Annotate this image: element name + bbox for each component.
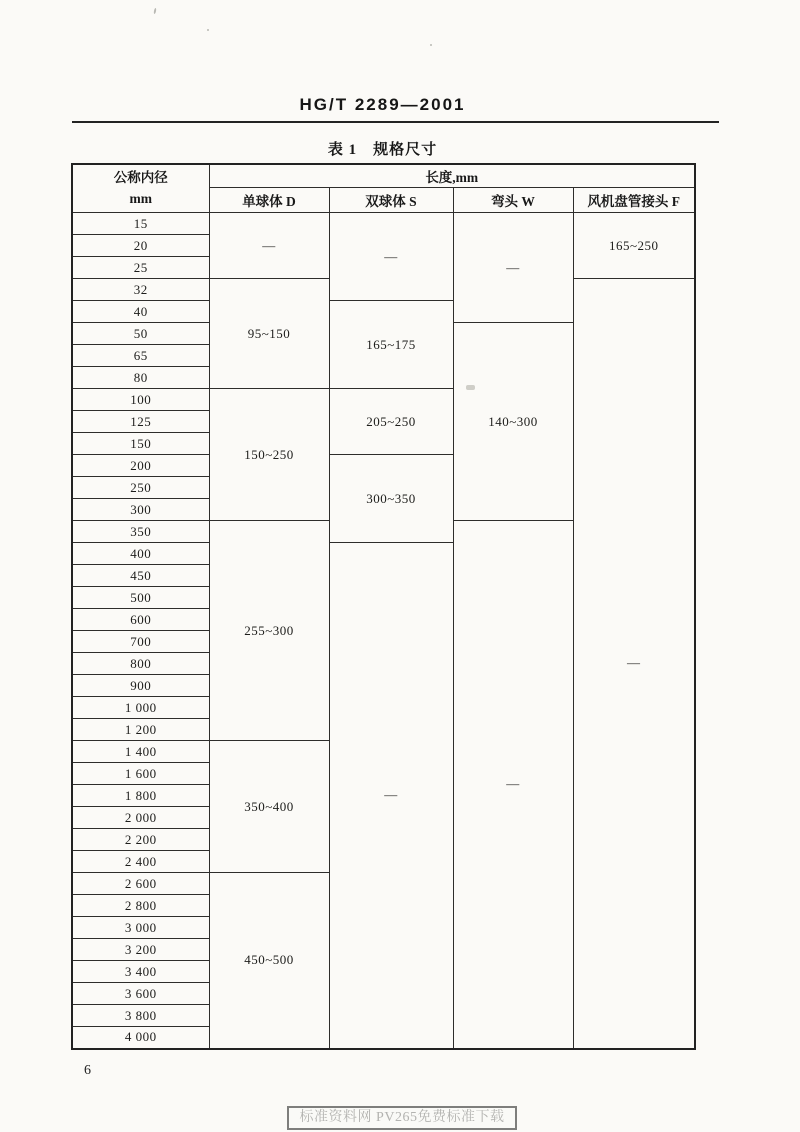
single-sphere-d-value-cell: — [209,213,329,279]
diameter-cell: 2 000 [72,807,209,829]
diameter-cell: 65 [72,345,209,367]
single-sphere-d-value-cell: 255~300 [209,521,329,741]
diameter-cell: 25 [72,257,209,279]
diameter-cell: 300 [72,499,209,521]
diameter-cell: 1 200 [72,719,209,741]
diameter-cell: 20 [72,235,209,257]
spec-table-body [72,213,695,1049]
elbow-w-value-cell: — [453,213,573,323]
diameter-cell: 1 800 [72,785,209,807]
diameter-cell: 2 400 [72,851,209,873]
page-number: 6 [84,1063,91,1078]
spec-table [71,163,696,1050]
diameter-cell: 15 [72,213,209,235]
diameter-cell: 32 [72,279,209,301]
col-header-elbow-w: 弯头 W [453,188,573,213]
diameter-cell: 80 [72,367,209,389]
diameter-cell: 1 400 [72,741,209,763]
spec-table-head [72,164,695,213]
diameter-cell: 150 [72,433,209,455]
scan-speck [430,44,432,46]
diameter-cell: 40 [72,301,209,323]
diameter-cell: 700 [72,631,209,653]
diameter-cell: 200 [72,455,209,477]
double-sphere-s-value-cell: 165~175 [329,301,453,389]
diameter-cell: 50 [72,323,209,345]
diameter-cell: 2 200 [72,829,209,851]
col-header-double-sphere-s: 双球体 S [329,188,453,213]
double-sphere-s-value-cell: — [329,543,453,1049]
diameter-cell: 1 000 [72,697,209,719]
diameter-cell: 3 400 [72,961,209,983]
single-sphere-d-value-cell: 450~500 [209,873,329,1049]
standard-code: HG/T 2289—2001 [299,95,466,114]
diameter-cell: 2 600 [72,873,209,895]
double-sphere-s-value-cell: 300~350 [329,455,453,543]
single-sphere-d-value-cell: 350~400 [209,741,329,873]
col-header-fan-coil-f: 风机盘管接头 F [573,188,695,213]
diameter-cell: 3 600 [72,983,209,1005]
col-header-length-group: 长度,mm [209,164,695,188]
diameter-cell: 250 [72,477,209,499]
diameter-cell: 400 [72,543,209,565]
diameter-cell: 3 200 [72,939,209,961]
col-header-single-sphere-d: 单球体 D [209,188,329,213]
double-sphere-s-value-cell: 205~250 [329,389,453,455]
scan-speck [207,29,209,31]
diameter-cell: 500 [72,587,209,609]
scan-speck [153,8,156,14]
diameter-cell: 4 000 [72,1027,209,1049]
diameter-cell: 100 [72,389,209,411]
double-sphere-s-value-cell: — [329,213,453,301]
diameter-cell: 3 800 [72,1005,209,1027]
diameter-cell: 350 [72,521,209,543]
col-header-diameter-line1: 公称内径 [113,170,168,186]
single-sphere-d-value-cell: 150~250 [209,389,329,521]
table-row [72,213,695,235]
single-sphere-d-value-cell: 95~150 [209,279,329,389]
diameter-cell: 1 600 [72,763,209,785]
table-caption: 表 1 规格尺寸 [327,142,438,158]
elbow-w-value-cell: 140~300 [453,323,573,521]
header-rule [72,121,719,123]
fan-coil-connector-f-value-cell: — [573,279,695,1049]
diameter-cell: 450 [72,565,209,587]
header-row-group [72,164,695,188]
fan-coil-connector-f-value-cell: 165~250 [573,213,695,279]
watermark-badge: 标准资料网 PV265免费标准下载 [287,1106,517,1130]
col-header-nominal-diameter [72,164,209,213]
diameter-cell: 800 [72,653,209,675]
diameter-cell: 900 [72,675,209,697]
diameter-cell: 2 800 [72,895,209,917]
diameter-cell: 3 000 [72,917,209,939]
diameter-cell: 125 [72,411,209,433]
elbow-w-value-cell: — [453,521,573,1049]
col-header-diameter-line2: mm [129,190,152,206]
diameter-cell: 600 [72,609,209,631]
